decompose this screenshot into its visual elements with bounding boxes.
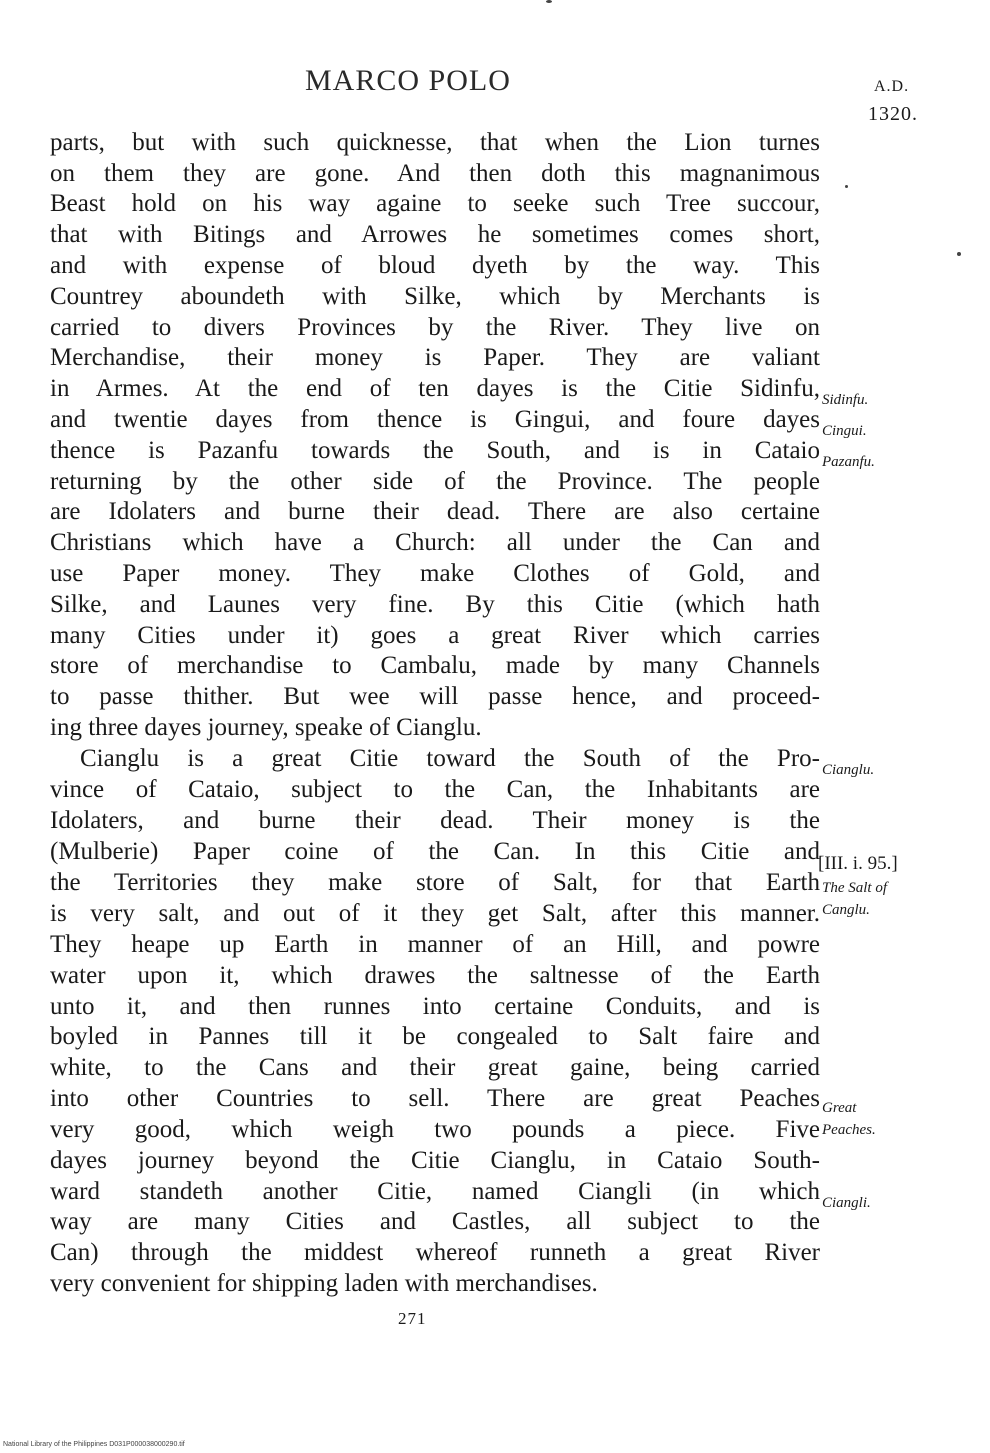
running-title: MARCO POLO bbox=[305, 64, 511, 97]
text-line: use Paper money. They make Clothes of Gold, and bbox=[50, 560, 820, 587]
margin-note-canglu: Canglu. bbox=[822, 902, 870, 918]
text-line: Idolaters, and burne their dead. Their money is the bbox=[50, 807, 820, 834]
text-line: vince of Cataio, subject to the Can, the Inhabitants are bbox=[50, 776, 820, 803]
text-line: boyled in Pannes till it be congealed to Salt faire and bbox=[50, 1023, 820, 1050]
text-line: water upon it, which drawes the saltnesse of the Earth bbox=[50, 962, 820, 989]
text-line: the Territories they make store of Salt, for that Earth bbox=[50, 869, 820, 896]
text-line: ing three dayes journey, speake of Cianglu. bbox=[50, 714, 482, 741]
scan-credit: National Library of the Philippines D031P000038000290.tif bbox=[3, 1441, 185, 1448]
text-line: (Mulberie) Paper coine of the Can. In this Citie and bbox=[50, 838, 820, 865]
margin-note-ciangli: Ciangli. bbox=[822, 1195, 871, 1211]
text-line: on them they are gone. And then doth this magnanimous bbox=[50, 160, 820, 187]
text-line: parts, but with such quicknesse, that when the Lion turnes bbox=[50, 129, 820, 156]
margin-note-pazanfu: Pazanfu. bbox=[822, 454, 875, 470]
text-line: white, to the Cans and their great gaine, being carried bbox=[50, 1054, 820, 1081]
margin-note-cingui: Cingui. bbox=[822, 423, 867, 439]
text-line: store of merchandise to Cambalu, made by many Channels bbox=[50, 652, 820, 679]
text-line: They heape up Earth in manner of an Hill, and powre bbox=[50, 931, 820, 958]
text-line: are Idolaters and burne their dead. There are also certaine bbox=[50, 498, 820, 525]
text-line: way are many Cities and Castles, all subject to the bbox=[50, 1208, 820, 1235]
scan-speck bbox=[546, 0, 552, 3]
text-line: Silke, and Launes very fine. By this Citie (which hath bbox=[50, 591, 820, 618]
scan-speck bbox=[845, 185, 848, 188]
margin-note-sidinfu: Sidinfu. bbox=[822, 392, 869, 408]
text-line: into other Countries to sell. There are great Peaches bbox=[50, 1085, 820, 1112]
text-line: thence is Pazanfu towards the South, and is in Cataio bbox=[50, 437, 820, 464]
text-line: dayes journey beyond the Citie Cianglu, in Cataio South- bbox=[50, 1147, 820, 1174]
text-line: returning by the other side of the Province. The people bbox=[50, 468, 820, 495]
page-number: 271 bbox=[398, 1309, 427, 1328]
margin-note-great: Great bbox=[822, 1100, 857, 1116]
text-line: Beast hold on his way againe to seeke such Tree succour, bbox=[50, 190, 820, 217]
text-line: many Cities under it) goes a great River which carries bbox=[50, 622, 820, 649]
text-line: is very salt, and out of it they get Salt, after this manner. bbox=[50, 900, 820, 927]
text-line: very good, which weigh two pounds a piece. Five bbox=[50, 1116, 820, 1143]
text-line: in Armes. At the end of ten dayes is the Citie Sidinfu, bbox=[50, 375, 820, 402]
text-line: ward standeth another Citie, named Ciangli (in which bbox=[50, 1178, 820, 1205]
text-line: Can) through the middest whereof runneth a great River bbox=[50, 1239, 820, 1266]
text-line: and with expense of bloud dyeth by the way. This bbox=[50, 252, 820, 279]
margin-date-ad: A.D. bbox=[874, 78, 910, 95]
margin-note-peaches: Peaches. bbox=[822, 1122, 876, 1138]
text-line: unto it, and then runnes into certaine Conduits, and is bbox=[50, 993, 820, 1020]
scan-speck bbox=[957, 252, 961, 256]
margin-date-year: 1320. bbox=[868, 103, 918, 125]
text-line: that with Bitings and Arrowes he sometimes comes short, bbox=[50, 221, 820, 248]
text-line-indent: Cianglu is a great Citie toward the South of the Pro- bbox=[80, 745, 820, 772]
text-line: Merchandise, their money is Paper. They are valiant bbox=[50, 344, 820, 371]
margin-note-salt: The Salt of bbox=[822, 880, 888, 896]
text-line: very convenient for shipping laden with merchandises. bbox=[50, 1270, 598, 1297]
text-line: Countrey aboundeth with Silke, which by Merchants is bbox=[50, 283, 820, 310]
margin-note-cianglu: Cianglu. bbox=[822, 762, 875, 778]
text-line: to passe thither. But wee will passe hence, and proceed- bbox=[50, 683, 820, 710]
margin-reference: [III. i. 95.] bbox=[818, 853, 898, 874]
text-line: Christians which have a Church: all under the Can and bbox=[50, 529, 820, 556]
text-line: and twentie dayes from thence is Gingui, and foure dayes bbox=[50, 406, 820, 433]
text-line: carried to divers Provinces by the River. They live on bbox=[50, 314, 820, 341]
